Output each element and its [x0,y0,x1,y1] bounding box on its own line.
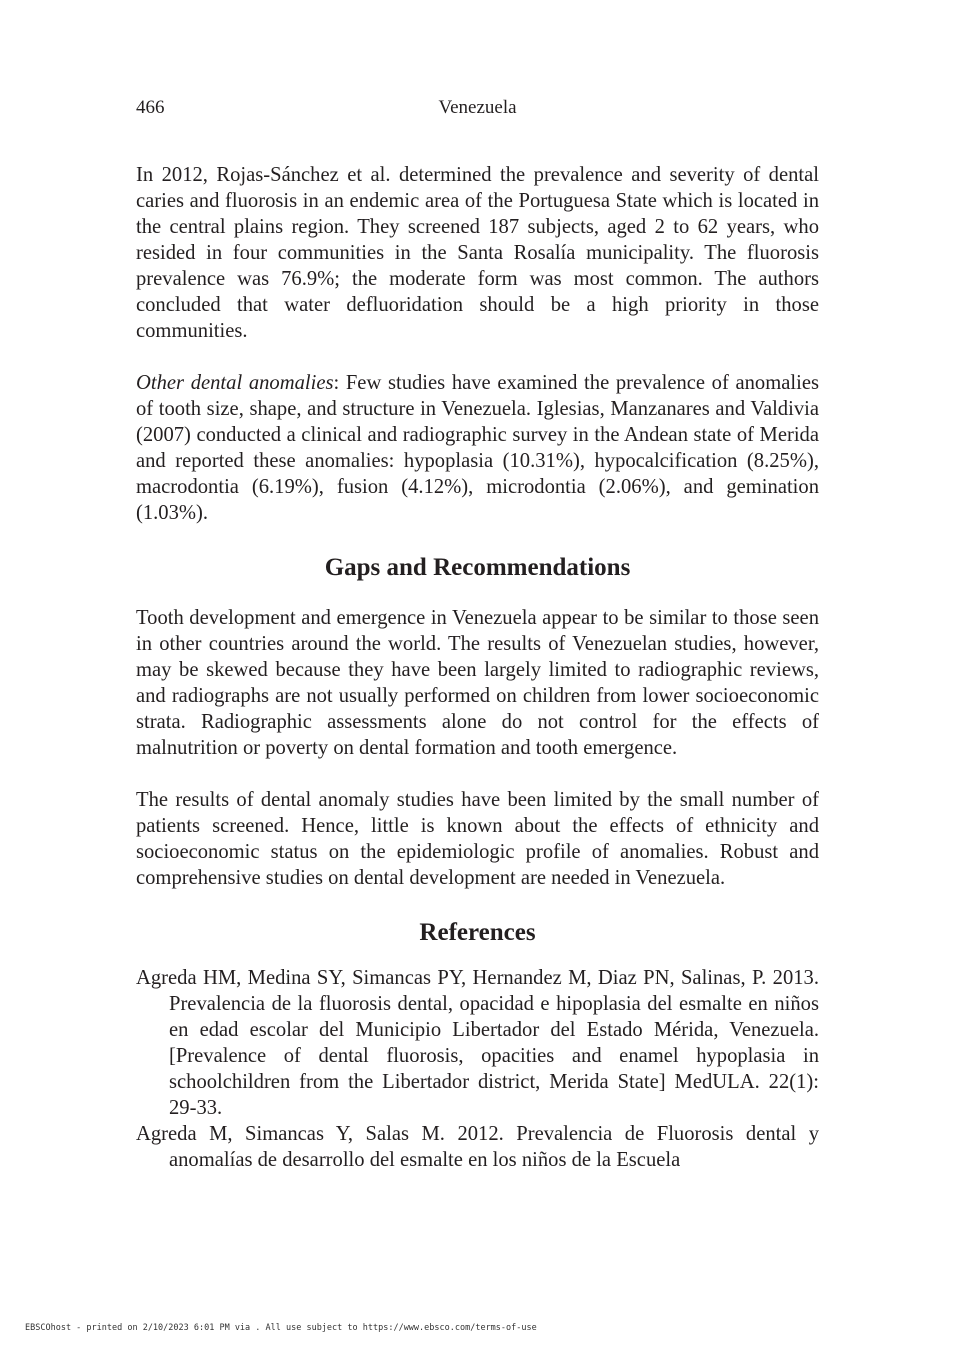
paragraph-anomaly-studies: The results of dental anomaly studies have been limited by the small number of patients screened. Hence, little is known about the effects of ethnicity and socioeconomic status on the epidemiologic profile of anomalies. Robust and comprehensive studies on dental development are needed in Venezuela. [136,789,819,889]
section-heading-gaps: Gaps and Recommendations [324,554,631,581]
paragraph-other-anomalies [136,370,819,526]
reference-list [136,965,819,1173]
reference-item: Agreda M, Simancas Y, Salas M. 2012. Prevalencia de Fluorosis dental y anomalías de desarrollo del esmalte en los niños de la Escuela [136,1123,819,1171]
running-title: Venezuela [438,97,517,118]
paragraph-other-anomalies-text: : Few studies have examined the prevalence of anomalies of tooth size, shape, and structure in Venezuela. Iglesias, Manzanares and Valdivia (2007) conducted a clinical and radiographic survey in the Andean state of Merida and reported these anomalies: hypoplasia (10.31%), hypocalcification (8.25%), macrodontia (6.19%), fusion (4.12%), microdontia (2.06%), and gemination (1.03%). [136,372,819,524]
paragraph-fluorosis-study: In 2012, Rojas-Sánchez et al. determined the prevalence and severity of dental caries and fluorosis in an endemic area of the Portuguesa State which is located in the central plains region. They screened 187 subjects, aged 2 to 62 years, who resided in four communities in the Santa Rosalía municipality. The fluorosis prevalence was 76.9%; the moderate form was most common. The authors concluded that water defluoridation should be a high priority in those communities. [136,164,819,342]
ebsco-footer: EBSCOhost - printed on 2/10/2023 6:01 PM via . All use subject to https://www.ebsco.com/terms-of-use [25,1323,537,1333]
reference-item: Agreda HM, Medina SY, Simancas PY, Hernandez M, Diaz PN, Salinas, P. 2013. Prevalencia de la fluorosis dental, opacidad e hipoplasia del esmalte en niños en edad escolar del Municipio Libertador del Estado Mérida, Venezuela. [Prevalence of dental fluorosis, opacities and enamel hypoplasia in schoolchildren from the Libertador district, Merida State] MedULA. 22(1): 29-33. [136,967,819,1119]
page-content [136,162,819,1173]
section-heading-references: References [419,919,536,946]
paragraph-lead-in: Other dental anomalies [136,372,334,394]
paragraph-tooth-development: Tooth development and emergence in Venezuela appear to be similar to those seen in other countries around the world. The results of Venezuelan studies, however, may be skewed because they have been largely limited to radiographic reviews, and radiographs are not usually performed on children from lower socioeconomic strata. Radiographic assessments alone do not control for the effects of malnutrition or poverty on dental formation and tooth emergence. [136,607,819,759]
page-number: 466 [136,97,165,118]
